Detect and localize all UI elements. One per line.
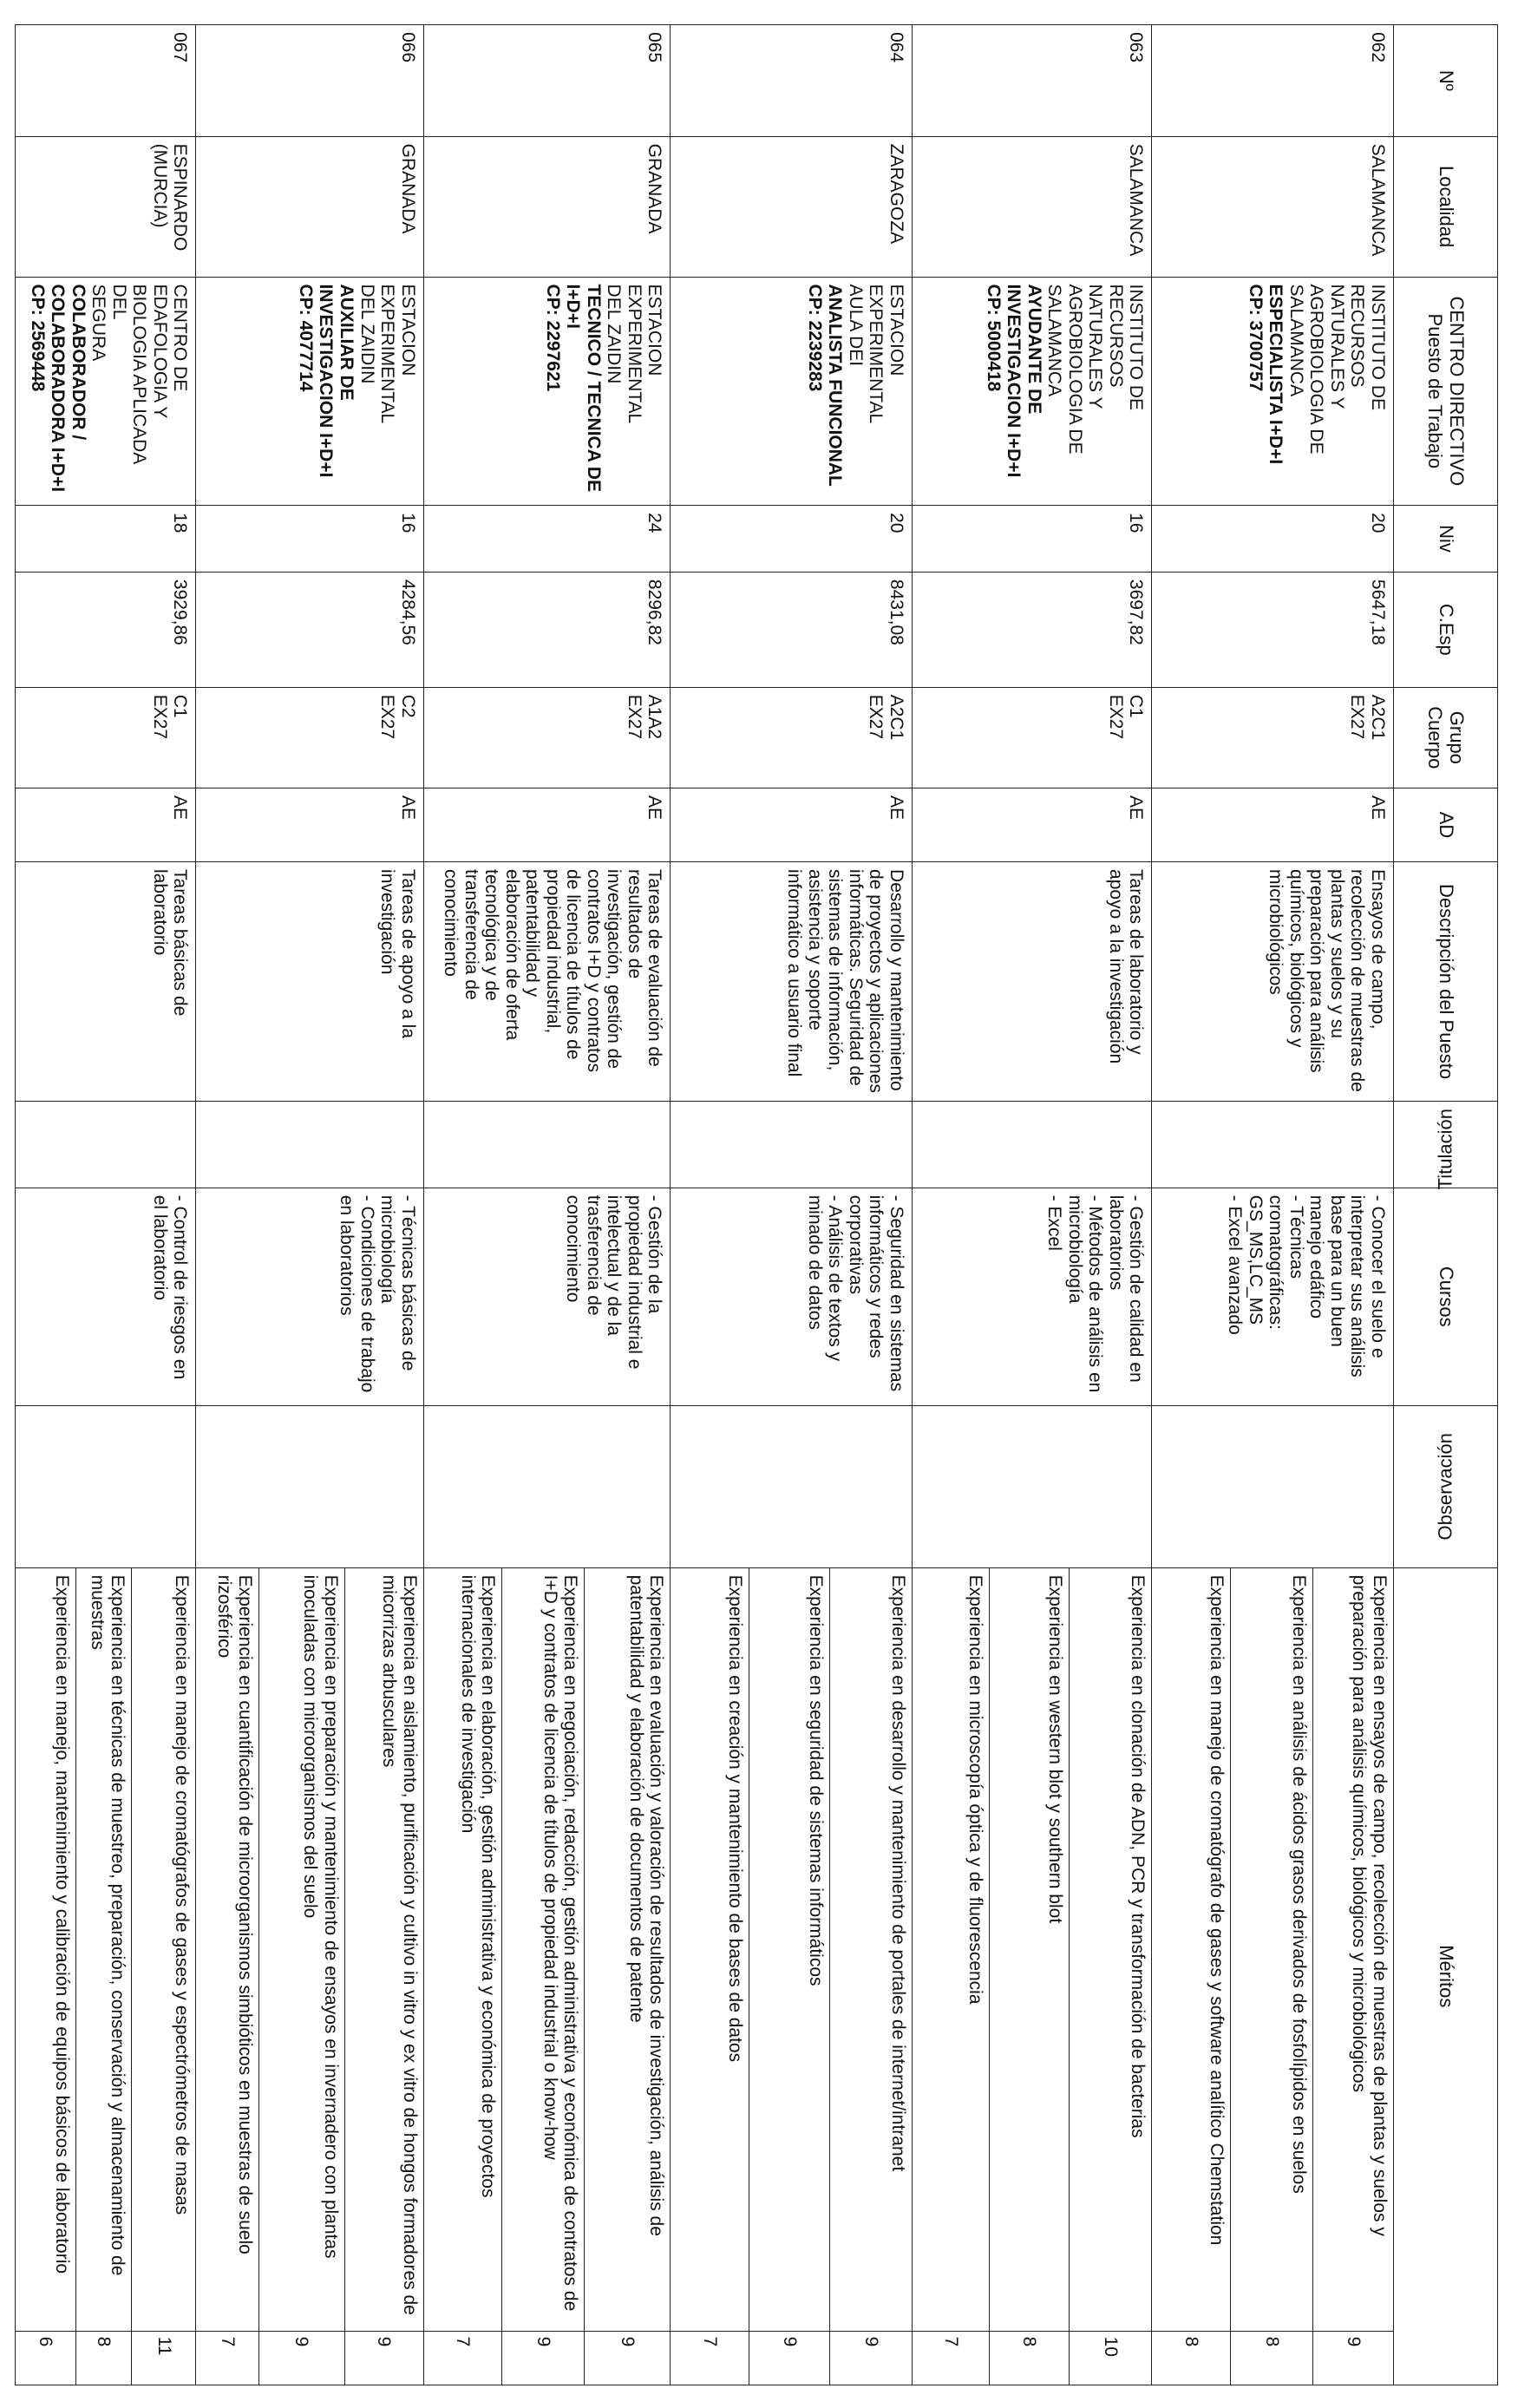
cell-centro-puesto	[423, 277, 671, 506]
cell-niv: 24	[423, 506, 671, 573]
cell-cursos	[671, 1188, 913, 1405]
cell-merito-text: Experiencia en cuantificación de microorganismos simbióticos en muestras de suelo rizosférico	[196, 1567, 258, 2331]
cell-centro-puesto	[1152, 277, 1394, 506]
cell-grupo-cuerpo	[196, 687, 423, 788]
puesto-line: ANALISTA FUNCIONAL	[825, 284, 846, 487]
header-localidad: Localidad	[1394, 136, 1498, 277]
cell-localidad: ESPINARDO (MURCIA)	[16, 136, 197, 277]
cell-cursos	[1152, 1188, 1394, 1405]
cell-merito-value: 7	[423, 2331, 502, 2385]
cell-merito-text: Experiencia en técnicas de muestreo, preparación, conservación y almacenamiento de muestras	[76, 1567, 132, 2331]
grupo-line: EX27	[866, 694, 887, 740]
cell-merito-value: 9	[502, 2331, 585, 2385]
puesto-line: CP: 2239283	[804, 284, 825, 392]
cell-merito-text: Experiencia en aislamiento, purificación y cultivo in vitro y ex vitro de hongos formadores de micorrizas arbusculares	[344, 1567, 423, 2331]
cell-grupo-cuerpo	[671, 687, 913, 788]
header-grupo-cuerpo	[1394, 687, 1498, 788]
puesto-line: CP: 5000418	[983, 284, 1004, 392]
centro-line: INSTITUTO DE RECURSOS	[1347, 284, 1388, 410]
grupo-line: EX27	[377, 694, 398, 740]
centro-line: AULA DEI	[845, 284, 866, 367]
cell-niv: 16	[196, 506, 423, 573]
table-row	[1070, 25, 1152, 2385]
cell-grupo-cuerpo	[1152, 687, 1394, 788]
cell-centro-puesto	[196, 277, 423, 506]
cell-num: 064	[671, 25, 913, 137]
header-num: Nº	[1394, 25, 1498, 137]
centro-line: DEL ZAIDIN	[357, 284, 377, 384]
centro-line: NATURALES Y	[1326, 284, 1347, 409]
cell-localidad: SALAMANCA	[1152, 136, 1394, 277]
cell-observacion	[16, 1405, 197, 1567]
cell-titulacion	[1152, 1102, 1394, 1188]
cell-merito-text: Experiencia en manejo de cromatógrafo de gases y software analítico Chemstation	[1152, 1567, 1231, 2331]
cell-merito-value: 7	[912, 2331, 989, 2385]
cell-merito-value: 9	[749, 2331, 830, 2385]
header-ad: AD	[1394, 788, 1498, 861]
cell-merito-value: 7	[196, 2331, 258, 2385]
cell-titulacion	[196, 1102, 423, 1188]
grupo-line: A2C1	[886, 694, 906, 741]
cell-titulacion	[16, 1102, 197, 1188]
puesto-line: CP: 3700757	[1245, 284, 1266, 392]
cell-ad: AE	[423, 788, 671, 861]
header-grupo: Grupo	[1446, 710, 1469, 764]
centro-line: DEL ZAIDIN	[604, 284, 625, 384]
centro-line: ESTACION EXPERIMENTAL	[377, 284, 418, 424]
cell-merito-text: Experiencia en manejo de cromatógrafos de gases y espectrómetros de masas	[132, 1567, 196, 2331]
curso-line: - Conocer el suelo e interpretar sus análisis base para un buen manejo edáfico	[1306, 1194, 1388, 1377]
table-row	[829, 25, 912, 2385]
puesto-line: INVESTIGACION I+D+I	[1004, 284, 1024, 478]
cell-num: 065	[423, 25, 671, 137]
puesto-line: AUXILIAR DE	[337, 284, 357, 401]
table-body	[16, 25, 1394, 2385]
curso-line: - Gestión de la propiedad industrial e intelectual y de la trasferencia de conocimiento	[563, 1194, 665, 1370]
cell-merito-text: Experiencia en western blot y southern blot	[989, 1567, 1070, 2331]
cell-merito-text: Experiencia en preparación y mantenimiento de ensayos en invernadero con plantas inoculadas con microorganismos del suelo	[258, 1567, 344, 2331]
puesto-line: TECNICO / TECNICA DE	[583, 284, 604, 493]
centro-line: SALAMANCA	[1286, 284, 1306, 397]
cell-merito-value: 6	[16, 2331, 76, 2385]
puesto-line: CP: 2297621	[542, 284, 563, 392]
centro-line: ESTACION EXPERIMENTAL	[624, 284, 665, 424]
curso-line: - Excel avanzado	[1225, 1194, 1246, 1335]
header-niv: Niv	[1394, 506, 1498, 573]
cell-ad: AE	[671, 788, 913, 861]
cell-merito-value: 9	[585, 2331, 671, 2385]
table-row	[344, 25, 423, 2385]
header-puesto: Puesto de Trabajo	[1424, 313, 1447, 469]
cell-titulacion	[671, 1102, 913, 1188]
cell-merito-value: 11	[132, 2331, 196, 2385]
cell-merito-text: Experiencia en manejo, mantenimiento y calibración de equipos básicos de laboratorio	[16, 1567, 76, 2331]
grupo-line: A2C1	[1368, 694, 1388, 741]
cell-merito-value: 9	[258, 2331, 344, 2385]
cell-localidad: GRANADA	[196, 136, 423, 277]
puesto-line: COLABORADOR /	[68, 284, 88, 441]
header-observacion-text: Observación	[1434, 1432, 1456, 1541]
cell-cursos	[196, 1188, 423, 1405]
cell-descripcion: Desarrollo y mantenimiento de proyectos y aplicaciones informáticas. Seguridad de sistemas de información, asistencia y soporte informático a usuario final	[671, 862, 913, 1102]
cell-niv: 20	[671, 506, 913, 573]
cell-merito-text: Experiencia en creación y mantenimiento de bases de datos	[671, 1567, 749, 2331]
job-positions-table	[15, 24, 1498, 2385]
cell-cursos	[16, 1188, 197, 1405]
cell-merito-text: Experiencia en desarrollo y mantenimiento de portales de internet/intranet	[829, 1567, 912, 2331]
curso-line: - Excel	[1044, 1194, 1065, 1251]
cell-observacion	[196, 1405, 423, 1567]
header-titulacion	[1394, 1102, 1498, 1188]
header-centro-puesto	[1394, 277, 1498, 506]
cell-centro-puesto	[912, 277, 1152, 506]
header-cursos: Cursos	[1394, 1188, 1498, 1405]
cell-merito-value: 9	[344, 2331, 423, 2385]
cell-num: 062	[1152, 25, 1394, 137]
cell-ad: AE	[1152, 788, 1394, 861]
curso-line: - Análisis de textos y minado de datos	[804, 1194, 846, 1362]
cell-merito-value: 8	[1152, 2331, 1231, 2385]
cell-merito-text: Experiencia en microscopía óptica y de fluorescencia	[912, 1567, 989, 2331]
grupo-line: C2	[397, 694, 418, 718]
curso-line: - Gestión de calidad en laboratorios	[1105, 1194, 1147, 1383]
puesto-line: COLABORADORA I+D+I	[48, 284, 69, 493]
grupo-line: EX27	[149, 694, 170, 740]
puesto-line: ESPECIALISTA I+D+I	[1266, 284, 1286, 465]
centro-line: SALAMANCA	[1044, 284, 1065, 397]
cell-merito-text: Experiencia en negociación, redacción, gestión administrativa y económica de contratos de I+D y contratos de licencia de títulos de propiedad industrial o know-how	[502, 1567, 585, 2331]
centro-line: CENTRO DE EDAFOLOGIA Y	[149, 284, 191, 419]
cell-merito-value: 8	[76, 2331, 132, 2385]
cell-merito-text: Experiencia en evaluación y valoración de resultados de investigación, análisis de patentabilidad y elaboración de documentos de patente	[585, 1567, 671, 2331]
cell-descripcion: Tareas de evaluación de resultados de investigación, gestión de contratos I+D y contratos de licencia de títulos de propiedad industrial, patentabilidad y elaboración de oferta tecnológica y de transferencia de conocimiento	[423, 862, 671, 1102]
cell-grupo-cuerpo	[912, 687, 1152, 788]
cell-descripcion: Ensayos de campo, recolección de muestras de plantas y suelos y su preparación para análisis químicos, biológicos y microbiológicos	[1152, 862, 1394, 1102]
cell-observacion	[1152, 1405, 1394, 1567]
puesto-line: CP: 2569448	[27, 284, 48, 392]
cell-centro-puesto	[671, 277, 913, 506]
cell-niv: 18	[16, 506, 197, 573]
curso-line: - Control de riesgos en el laboratorio	[149, 1194, 191, 1380]
cell-num: 067	[16, 25, 197, 137]
cell-niv: 16	[912, 506, 1152, 573]
centro-line: ESTACION EXPERIMENTAL	[866, 284, 906, 424]
cell-localidad: SALAMANCA	[912, 136, 1152, 277]
cell-titulacion	[423, 1102, 671, 1188]
puesto-line: INVESTIGACION I+D+I	[316, 284, 337, 478]
grupo-line: C1	[170, 694, 191, 718]
puesto-line: AYUDANTE DE	[1024, 284, 1044, 415]
header-row	[1394, 25, 1498, 2385]
cell-merito-text: Experiencia en elaboración, gestión administrativa y económica de proyectos internacionales de investigación	[423, 1567, 502, 2331]
cell-cursos	[423, 1188, 671, 1405]
cell-niv: 20	[1152, 506, 1394, 573]
table-row	[585, 25, 671, 2385]
cell-localidad: GRANADA	[423, 136, 671, 277]
cell-cesp: 8431,08	[671, 572, 913, 687]
centro-line: NATURALES Y	[1085, 284, 1106, 409]
curso-line: - Métodos de análisis en microbiología	[1064, 1194, 1106, 1393]
table-row	[132, 25, 196, 2385]
cell-merito-value: 10	[1070, 2331, 1152, 2385]
cell-titulacion	[912, 1102, 1152, 1188]
header-titulacion-text: Titulación	[1434, 1109, 1456, 1190]
cell-merito-text: Experiencia en seguridad de sistemas informáticos	[749, 1567, 830, 2331]
cell-cesp: 3929,86	[16, 572, 197, 687]
cell-centro-puesto	[16, 277, 197, 506]
cell-ad: AE	[196, 788, 423, 861]
cell-cesp: 5647,18	[1152, 572, 1394, 687]
cell-merito-value: 8	[1231, 2331, 1313, 2385]
grupo-line: EX27	[1105, 694, 1126, 740]
cell-num: 066	[196, 25, 423, 137]
grupo-line: A1A2	[644, 694, 665, 740]
cell-ad: AE	[912, 788, 1152, 861]
header-descripcion: Descripción del Puesto	[1394, 862, 1498, 1102]
cell-descripcion: Tareas básicas de laboratorio	[16, 862, 197, 1102]
cell-merito-value: 7	[671, 2331, 749, 2385]
curso-line: - Técnicas básicas de microbiología	[377, 1194, 418, 1371]
cell-observacion	[423, 1405, 671, 1567]
centro-line: BIOLOGIA APLICADA DEL	[108, 284, 150, 464]
table-row	[1313, 25, 1394, 2385]
curso-line: - Técnicas cromatográficas: GS_MS,LC_MS	[1245, 1194, 1306, 1330]
header-meritos: Méritos	[1394, 1567, 1498, 2385]
curso-line: - Seguridad en sistemas informáticos y redes corporativas	[845, 1194, 906, 1392]
cell-grupo-cuerpo	[16, 687, 197, 788]
cell-merito-text: Experiencia en ensayos de campo, recolección de muestras de plantas y suelos y preparación para análisis químicos, biológicos y microbiológicos	[1313, 1567, 1394, 2331]
centro-line: AGROBIOLOGIA DE	[1306, 284, 1327, 455]
centro-line: INSTITUTO DE RECURSOS	[1105, 284, 1147, 410]
header-cuerpo: Cuerpo	[1424, 706, 1447, 769]
cell-cursos	[912, 1188, 1152, 1405]
cell-merito-value: 8	[989, 2331, 1070, 2385]
cell-ad: AE	[16, 788, 197, 861]
puesto-line: CP: 4077714	[295, 284, 316, 392]
centro-line: AGROBIOLOGIA DE	[1064, 284, 1085, 455]
grupo-line: C1	[1126, 694, 1147, 718]
cell-merito-value: 9	[829, 2331, 912, 2385]
centro-line: SEGURA	[88, 284, 109, 362]
cell-num: 063	[912, 25, 1152, 137]
cell-cesp: 3697,82	[912, 572, 1152, 687]
cell-descripcion: Tareas de laboratorio y apoyo a la investigación	[912, 862, 1152, 1102]
header-centro: CENTRO DIRECTIVO	[1446, 296, 1469, 487]
cell-grupo-cuerpo	[423, 687, 671, 788]
header-observacion	[1394, 1405, 1498, 1567]
cell-merito-value: 9	[1313, 2331, 1394, 2385]
cell-observacion	[912, 1405, 1152, 1567]
cell-localidad: ZARAGOZA	[671, 136, 913, 277]
grupo-line: EX27	[1347, 694, 1368, 740]
grupo-line: EX27	[624, 694, 644, 740]
puesto-line: I+D+I	[563, 284, 584, 329]
cell-merito-text: Experiencia en análisis de ácidos grasos derivados de fosfolípidos en suelos	[1231, 1567, 1313, 2331]
cell-cesp: 4284,56	[196, 572, 423, 687]
cell-descripcion: Tareas de apoyo a la investigación	[196, 862, 423, 1102]
cell-observacion	[671, 1405, 913, 1567]
header-cesp: C.Esp	[1394, 572, 1498, 687]
cell-merito-text: Experiencia en clonación de ADN, PCR y transformación de bacterias	[1070, 1567, 1152, 2331]
cell-cesp: 8296,82	[423, 572, 671, 687]
curso-line: - Condiciones de trabajo en laboratorios	[337, 1194, 377, 1393]
